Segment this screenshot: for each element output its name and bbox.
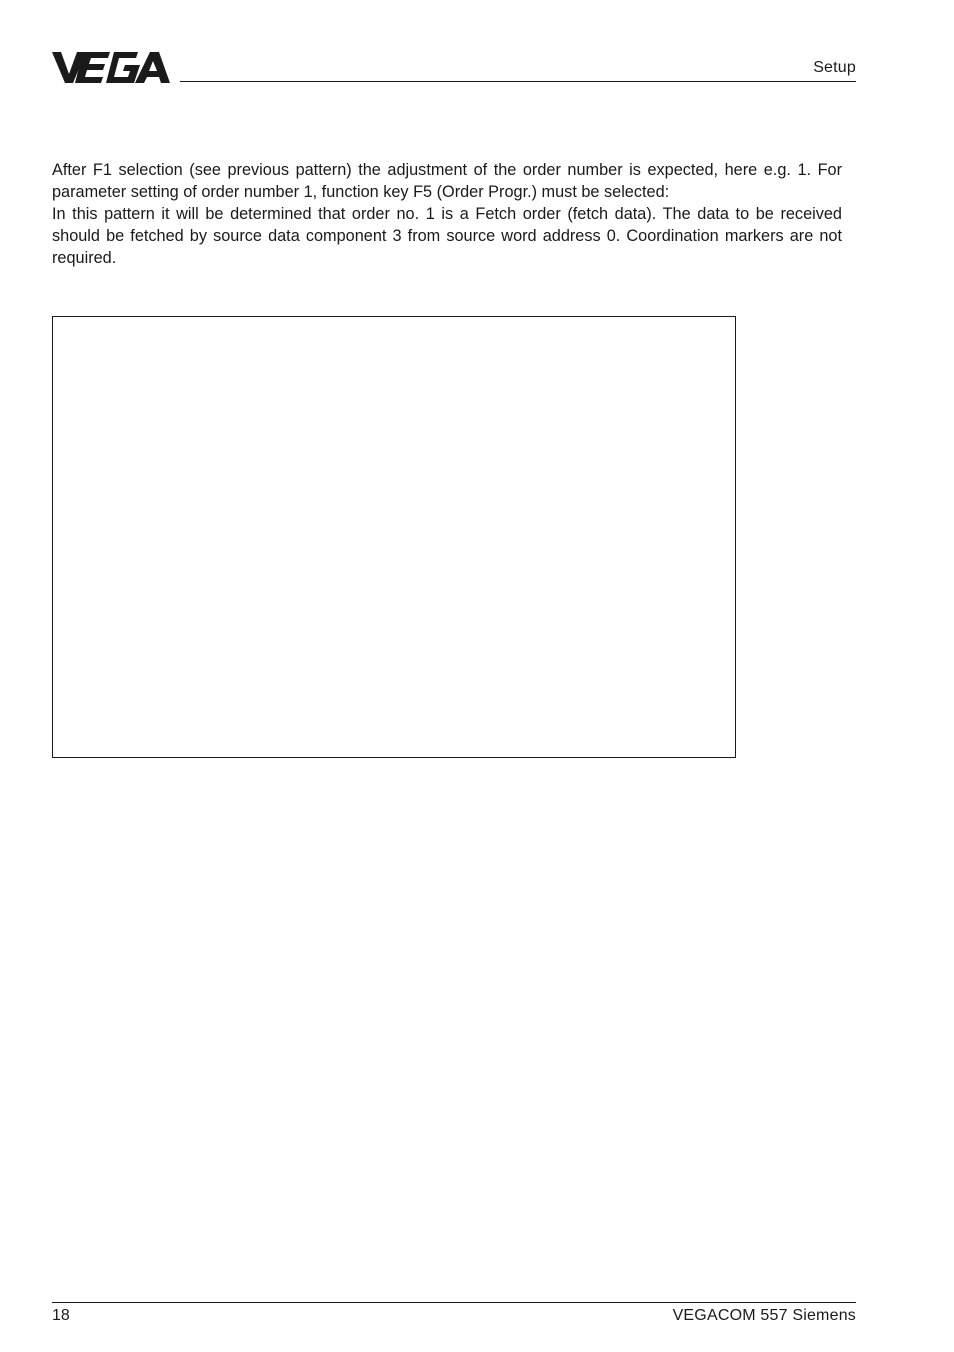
body-text (52, 159, 842, 269)
paragraph-fetch-order: In this pattern it will be determined that order no. 1 is a Fetch order (fetch data). The data to be received should be fetched by source data component 3 from source word address 0. Coordination markers are not required. (52, 205, 842, 267)
screen-pattern-figure (52, 316, 736, 758)
section-title: Setup (813, 59, 856, 76)
product-name: VEGACOM 557 Siemens (672, 1307, 856, 1324)
paragraph-order-selection: After F1 selection (see previous pattern) the adjustment of the order number is expected, here e.g. 1. For parameter setting of order number 1, function key F5 (Order Progr.) must be selected: (52, 161, 842, 201)
footer-rule (52, 1302, 856, 1303)
page-number: 18 (52, 1307, 70, 1324)
header-rule (180, 81, 856, 82)
vega-logo (52, 52, 170, 84)
